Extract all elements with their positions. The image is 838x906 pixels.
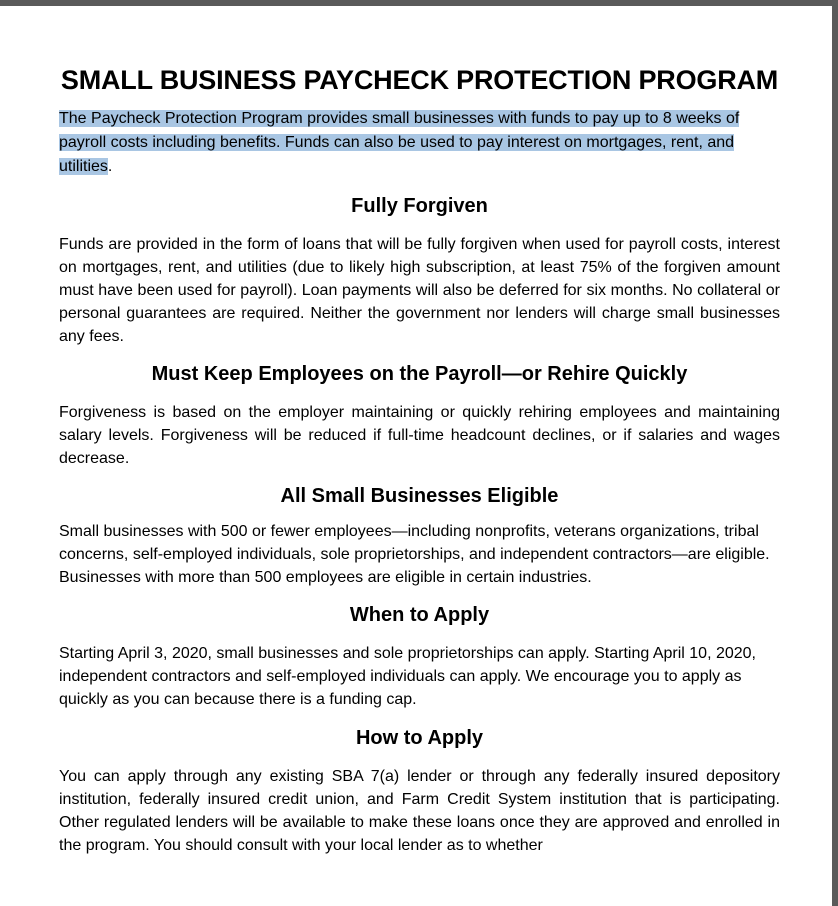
intro-paragraph-tail: .: [107, 158, 113, 175]
intro-paragraph[interactable]: [59, 107, 780, 179]
section-heading-keep-employees: Must Keep Employees on the Payroll—or Rehire Quickly: [151, 363, 688, 385]
section-heading-fully-forgiven: Fully Forgiven: [351, 195, 488, 217]
document-page[interactable]: [0, 6, 832, 906]
document-title: SMALL BUSINESS PAYCHECK PROTECTION PROGRAM: [60, 65, 779, 95]
section-heading-how-to-apply: How to Apply: [355, 727, 484, 749]
page-content: [59, 62, 780, 857]
section-heading-when-to-apply: When to Apply: [349, 604, 490, 626]
section-body-eligible: Small businesses with 500 or fewer employees—including nonprofits, veterans organizations, tribal concerns, self-employed individuals, sole proprietorships, and independent contractors—are eligible. Businesses with more than 500 employees are eligible in certain industries.: [59, 523, 770, 586]
section-body-fully-forgiven: Funds are provided in the form of loans that will be fully forgiven when used for payroll costs, interest on mortgages, rent, and utilities (due to likely high subscription, at least 75% of the forgiven amount must have been used for payroll). Loan payments will also be deferred for six months. No collateral or personal guarantees are required. Neither the government nor lenders will charge small businesses any fees.: [59, 236, 780, 345]
selected-text-highlight[interactable]: The Paycheck Protection Program provides small businesses with funds to pay up to 8 weeks of payroll costs including benefits. Funds can also be used to pay interest on mortgages, rent, and utilities: [59, 110, 740, 175]
section-body-when-to-apply: Starting April 3, 2020, small businesses and sole proprietorships can apply. Starting April 10, 2020, independent contractors and self-employed individuals can apply. We encourage you to apply as quickly as you can because there is a funding cap.: [59, 645, 756, 708]
section-body-how-to-apply: You can apply through any existing SBA 7(a) lender or through any federally insured depository institution, federally insured credit union, and Farm Credit System institution that is participating. Other regulated lenders will be available to make these loans once they are approved and enrolled in the program. You should consult with your local lender as to whether: [59, 768, 780, 854]
section-heading-eligible: All Small Businesses Eligible: [280, 485, 559, 507]
section-body-keep-employees: Forgiveness is based on the employer maintaining or quickly rehiring employees and maintaining salary levels. Forgiveness will be reduced if full-time headcount declines, or if salaries and wages decrease.: [59, 404, 780, 467]
